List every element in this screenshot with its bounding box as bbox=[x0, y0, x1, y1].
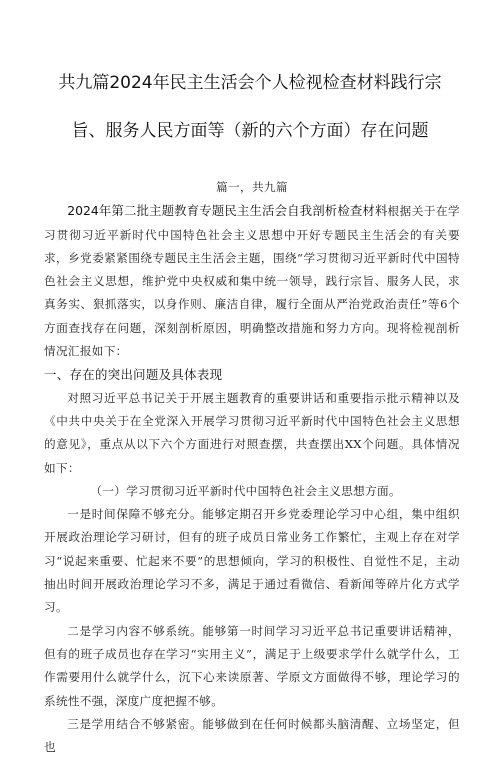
section-1-paragraph: 对照习近平总书记关于开展主题教育的重要讲话和重要指示批示精神以及《中共中央关于在全党深入开展学习贯彻习近平新时代中国特色社会主义思想的意见》，重点从以下六个方面进行对照查摆，共查摆出XX个问题。具体情况如下： bbox=[44, 390, 460, 475]
intro-lead-title: 2024年第二批主题教育专题民主生活会自我剖析检查材料 bbox=[67, 203, 388, 219]
document-title-line-2: 旨、服务人民方面等（新的六个方面）存在问题 bbox=[71, 121, 429, 141]
intro-text: 根据关于在学习贯彻习近平新时代中国特色社会主义思想中开好专题民主生活会的有关要求，乡党委紧紧围绕专题民主生活会主题，围绕“学习贯彻习近平新时代中国特色社会主义思想，维护党中央权威和集中统一领导，践行宗旨、服务人民，求真务实、狠抓落实，以身作则、廉洁自律，履行全面从严治党政治责任”等6个方面查找存在问题，深刻剖析原因，明确整改措施和努力方向。现将检视剖析情况汇报如下： bbox=[44, 204, 460, 359]
subsection-1-heading: （一）学习贯彻习近平新时代中国特色社会主义思想方面。 bbox=[90, 483, 401, 498]
intro-paragraph bbox=[44, 199, 460, 363]
document-body bbox=[44, 176, 460, 759]
document-subtitle: 篇一，共九篇 bbox=[216, 180, 288, 194]
document-title-line-1: 共九篇2024年民主生活会个人检视检查材料践行宗 bbox=[58, 73, 442, 93]
point-2-paragraph: 二是学习内容不够系统。能够第一时间学习习近平总书记重要讲话精神，但有的班子成员也存在学习“实用主义”，满足于上级要求学什么就学什么，工作需要用什么就学什么，沉下心来读原著、学原文方面做得不够，理论学习的系统性不强，深度广度把握不够。 bbox=[44, 623, 460, 708]
point-1-paragraph: 一是时间保障不够充分。能够定期召开乡党委理论学习中心组，集中组织开展政治理论学习研讨，但有的班子成员日常业务工作繁忙，主观上存在对学习“说起来重要、忙起来不要”的思想倾向，学习的积极性、自觉性不足，主动抽出时间开展政治理论学习不多，满足于通过看微信、看新闻等碎片化方式学习。 bbox=[44, 507, 460, 615]
point-3-paragraph: 三是学用结合不够紧密。能够做到在任何时候都头脑清醒、立场坚定，但也 bbox=[44, 716, 460, 755]
section-1-heading: 一、存在的突出问题及具体表现 bbox=[44, 367, 223, 383]
